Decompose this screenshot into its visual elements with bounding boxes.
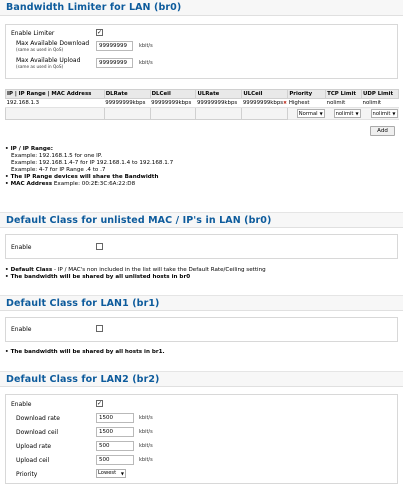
max-download-label-group xyxy=(16,40,89,52)
unlisted-settings-box xyxy=(5,234,398,259)
upload-rate-input[interactable]: 500 xyxy=(96,441,134,451)
max-upload-sublabel: (same as used in QoS) xyxy=(16,64,64,69)
download-ceil-label: Download ceil xyxy=(16,429,59,436)
cell-ip: 192.168.1.3 xyxy=(6,99,105,108)
lan1-settings-box xyxy=(5,317,398,342)
section-lan2 xyxy=(0,371,403,480)
table-header-row xyxy=(6,90,399,99)
priority-label: Priority xyxy=(16,471,38,478)
max-upload-label: Max Available Upload xyxy=(16,57,81,64)
upload-rate-unit: kbit/s xyxy=(139,443,153,449)
section-title: Default Class for unlisted MAC / IP's in LAN (br0) xyxy=(0,212,403,228)
cell-ulrate: 99999999kbps xyxy=(196,99,242,108)
max-download-label: Max Available Download xyxy=(16,40,90,47)
unlisted-note1-bold: Default Class xyxy=(10,267,53,273)
max-upload-label-group xyxy=(16,57,80,69)
cell-ulceil-value: 99999999kbps xyxy=(242,100,284,106)
max-download-unit: kbit/s xyxy=(139,43,153,49)
download-rate-unit: kbit/s xyxy=(139,415,153,421)
col-tcp: TCP Limit xyxy=(326,90,362,99)
unlisted-note2 xyxy=(5,274,190,280)
note-ip-heading xyxy=(5,146,53,152)
max-upload-input[interactable]: 99999999 xyxy=(96,58,133,68)
download-ceil-unit: kbit/s xyxy=(139,429,153,435)
cell-priority: Highest xyxy=(288,99,326,108)
unlisted-note1 xyxy=(5,267,266,273)
unlisted-note2-text: The bandwidth will be shared by all unlisted hosts in br0 xyxy=(10,274,191,280)
section-default-unlisted xyxy=(0,212,403,292)
note-ex1: Example: 192.168.1.5 for one IP. xyxy=(11,153,103,159)
priority-select[interactable] xyxy=(96,469,126,478)
new-udp-cell xyxy=(362,108,399,120)
new-dlceil-cell[interactable] xyxy=(150,108,196,120)
lan1-enable-checkbox[interactable] xyxy=(96,325,103,332)
lan2-enable-label: Enable xyxy=(11,401,32,408)
new-udp-select[interactable] xyxy=(371,109,398,118)
enable-limiter-label: Enable Limiter xyxy=(11,30,55,37)
section-lan1 xyxy=(0,295,403,367)
unlisted-enable-label: Enable xyxy=(11,244,32,251)
col-ulceil: ULCeil xyxy=(242,90,288,99)
col-dlceil: DLCeil xyxy=(150,90,196,99)
add-button[interactable]: Add xyxy=(370,126,395,136)
lan2-enable-checkbox[interactable]: ✓ xyxy=(97,400,103,407)
download-rate-label: Download rate xyxy=(16,415,60,422)
lan1-enable-label: Enable xyxy=(11,326,32,333)
note-ip-heading-text: IP / IP Range: xyxy=(10,146,53,152)
col-ulrate: ULRate xyxy=(196,90,242,99)
delete-icon[interactable]: ✖ xyxy=(283,101,287,106)
new-tcp-value: nolimit xyxy=(335,111,354,117)
chevron-down-icon: ▼ xyxy=(120,471,124,476)
col-udp: UDP Limit xyxy=(362,90,399,99)
upload-rate-label: Upload rate xyxy=(16,443,52,450)
col-priority: Priority xyxy=(288,90,326,99)
new-priority-cell xyxy=(288,108,326,120)
section-title: Default Class for LAN2 (br2) xyxy=(0,371,403,387)
cell-dlceil: 99999999kbps xyxy=(150,99,196,108)
col-ip: IP | IP Range | MAC Address xyxy=(6,90,105,99)
max-download-sublabel: (same as used in QoS) xyxy=(16,47,64,52)
lan2-settings-box xyxy=(5,394,398,484)
new-ulrate-cell[interactable] xyxy=(196,108,242,120)
limiter-table xyxy=(5,89,399,120)
upload-ceil-unit: kbit/s xyxy=(139,457,153,463)
section-title: Bandwidth Limiter for LAN (br0) xyxy=(0,0,403,16)
chevron-down-icon: ▼ xyxy=(392,111,396,116)
cell-tcp: nolimit xyxy=(326,99,362,108)
priority-select-value: Lowest xyxy=(98,470,117,476)
note-shared-text: The IP Range devices will share the Bandwidth xyxy=(10,174,159,180)
upload-ceil-input[interactable]: 500 xyxy=(96,455,134,465)
chevron-down-icon: ▼ xyxy=(319,111,323,116)
table-row[interactable] xyxy=(6,99,399,108)
new-ulceil-cell[interactable] xyxy=(242,108,288,120)
note-mac-example: Example: 00:2E:3C:6A:22:D8 xyxy=(52,181,136,187)
note-shared xyxy=(5,174,158,180)
cell-ulceil xyxy=(242,99,288,108)
new-dlrate-cell[interactable] xyxy=(104,108,150,120)
new-priority-value: Normal xyxy=(298,111,318,117)
new-priority-select[interactable] xyxy=(297,109,325,118)
note-mac-label: MAC Address xyxy=(10,181,53,187)
new-tcp-select[interactable] xyxy=(334,109,361,118)
lan1-note xyxy=(5,349,165,355)
table-new-row xyxy=(6,108,399,120)
cell-udp: nolimit xyxy=(362,99,399,108)
enable-limiter-checkbox[interactable]: ✓ xyxy=(97,29,103,36)
note-ex3: Example: 4-7 for IP Range .4 to .7 xyxy=(11,167,106,173)
max-upload-unit: kbit/s xyxy=(139,60,153,66)
cell-dlrate: 99999999kbps xyxy=(104,99,150,108)
unlisted-note1-text: - IP / MAC's non included in the list will take the Default Rate/Ceiling setting xyxy=(52,267,266,273)
section-title: Default Class for LAN1 (br1) xyxy=(0,295,403,311)
section-lan-limiter xyxy=(0,0,403,200)
new-udp-value: nolimit xyxy=(372,111,391,117)
new-tcp-cell xyxy=(326,108,362,120)
chevron-down-icon: ▼ xyxy=(355,111,359,116)
max-download-input[interactable]: 99999999 xyxy=(96,41,133,51)
download-ceil-input[interactable]: 1500 xyxy=(96,427,134,437)
upload-ceil-label: Upload ceil xyxy=(16,457,50,464)
download-rate-input[interactable]: 1500 xyxy=(96,413,134,423)
new-ip-cell[interactable] xyxy=(6,108,105,120)
lan1-note-text: The bandwidth will be shared by all hosts in br1. xyxy=(10,349,165,355)
note-mac xyxy=(5,181,135,187)
col-dlrate: DLRate xyxy=(104,90,150,99)
note-ex2: Example: 192.168.1.4-7 for IP 192.168.1.4 to 192.168.1.7 xyxy=(11,160,174,166)
unlisted-enable-checkbox[interactable] xyxy=(96,243,103,250)
